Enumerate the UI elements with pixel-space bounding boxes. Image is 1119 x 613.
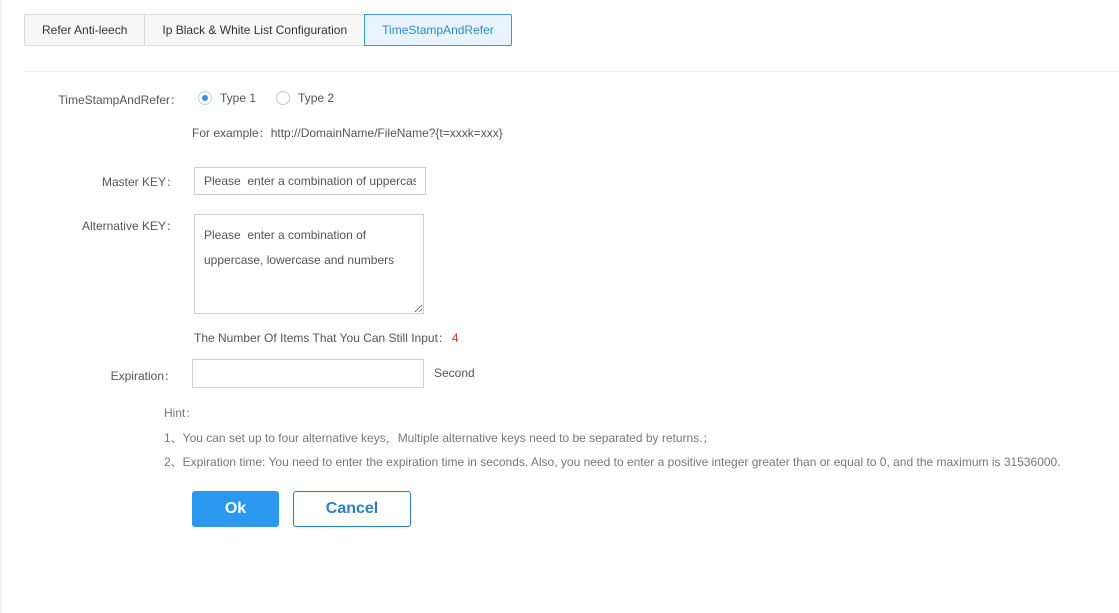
tab-bar bbox=[24, 14, 512, 46]
radio-checked-icon[interactable] bbox=[198, 91, 212, 105]
type-2-label: Type 2 bbox=[298, 91, 335, 105]
hint-line-2: 2、Expiration time: You need to enter the expiration time in seconds. Also, you need to enter a positive integer greater than or equal to 0, and the maximum is 31536000. bbox=[164, 455, 1061, 469]
ok-button[interactable]: Ok bbox=[192, 491, 279, 527]
page-left-border bbox=[0, 0, 2, 613]
remaining-items-label: The Number Of Items That You Can Still Input： bbox=[194, 331, 450, 345]
tab-ip-black-white-list[interactable]: Ip Black & White List Configuration bbox=[144, 14, 365, 46]
cancel-button[interactable]: Cancel bbox=[293, 491, 411, 527]
alternative-key-textarea[interactable] bbox=[194, 214, 424, 314]
type-radio-group bbox=[198, 91, 354, 105]
tab-refer-anti-leech[interactable]: Refer Anti-leech bbox=[24, 14, 145, 46]
timestamp-type-label: TimeStampAndRefer： bbox=[58, 93, 182, 107]
type-2-radio[interactable] bbox=[276, 91, 334, 105]
expiration-input[interactable] bbox=[192, 359, 424, 388]
example-text: For example：http://DomainName/FileName?{t=xxxk=xxx} bbox=[192, 126, 503, 140]
hint-title: Hint： bbox=[164, 406, 198, 420]
expiration-unit: Second bbox=[434, 366, 475, 380]
radio-unchecked-icon[interactable] bbox=[276, 91, 290, 105]
remaining-items-count: 4 bbox=[451, 331, 459, 345]
tab-divider bbox=[24, 71, 1119, 72]
tab-timestamp-and-refer[interactable]: TimeStampAndRefer bbox=[364, 14, 512, 46]
alternative-key-label: Alternative KEY： bbox=[81, 219, 178, 233]
type-1-radio[interactable] bbox=[198, 91, 256, 105]
expiration-label: Expiration： bbox=[110, 369, 176, 383]
master-key-input[interactable] bbox=[194, 167, 426, 195]
remaining-items bbox=[194, 329, 459, 346]
type-1-label: Type 1 bbox=[220, 91, 257, 105]
master-key-label: Master KEY： bbox=[101, 175, 178, 189]
hint-line-1: 1、You can set up to four alternative keys，Multiple alternative keys need to be separated by returns.； bbox=[164, 431, 715, 445]
